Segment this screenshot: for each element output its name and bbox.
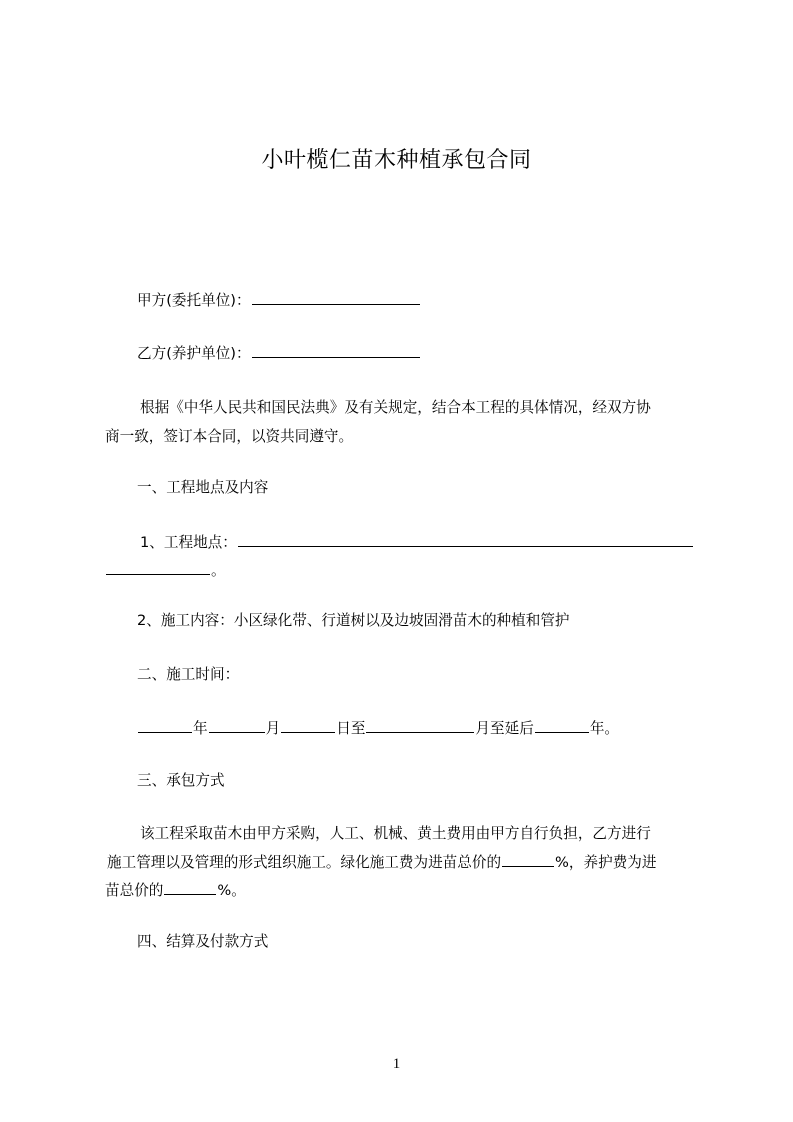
item-1-label: 1、工程地点： xyxy=(140,534,237,551)
construction-fee-blank xyxy=(502,852,554,867)
contract-line-3 xyxy=(105,880,246,901)
year-label: 年 xyxy=(193,720,208,737)
contract-line-2 xyxy=(107,852,656,873)
item-1-cont xyxy=(105,560,226,581)
contract-line-1: 该工程采取苗木由甲方采购，人工、机械、黄土费用由甲方自行负担，乙方进行 xyxy=(140,825,651,842)
party-b-blank xyxy=(252,343,420,358)
month-to-label: 月至延后 xyxy=(475,720,534,737)
year-blank xyxy=(138,718,192,733)
end-year-blank xyxy=(535,718,589,733)
month-label: 月 xyxy=(265,720,281,737)
document-title: 小叶榄仁苗木种植承包合同 xyxy=(261,148,532,173)
item-1-line xyxy=(140,532,694,553)
day-blank xyxy=(281,718,335,733)
location-blank-1 xyxy=(238,532,693,547)
party-a-label: 甲方(委托单位)： xyxy=(137,292,251,309)
contract-line-3-text: 苗总价的 xyxy=(105,882,164,899)
item-1-end: 。 xyxy=(211,562,226,579)
intro-line-1: 根据《中华人民共和国民法典》及有关规定，结合本工程的具体情况，经双方协 xyxy=(140,399,651,416)
year-end-label: 年。 xyxy=(589,720,620,737)
section-1-heading: 一、工程地点及内容 xyxy=(137,479,269,496)
construction-time-line xyxy=(137,718,619,739)
item-2-line: 2、施工内容：小区绿化带、行道树以及边坡固滑苗木的种植和管护 xyxy=(137,612,570,629)
day-to-label: 日至 xyxy=(336,720,366,737)
party-b-line xyxy=(137,343,421,364)
maintenance-fee-blank xyxy=(164,880,216,895)
month-blank xyxy=(209,718,265,733)
contract-line-2-tail: %，养护费为进 xyxy=(555,854,657,871)
contract-line-2-text: 施工管理以及管理的形式组织施工。绿化施工费为进苗总价的 xyxy=(107,854,502,871)
party-a-line xyxy=(137,290,421,311)
contract-line-3-tail: %。 xyxy=(217,882,246,899)
section-4-heading: 四、结算及付款方式 xyxy=(137,933,269,950)
party-a-blank xyxy=(252,290,420,305)
end-month-blank xyxy=(366,718,474,733)
intro-line-2: 商一致，签订本合同，以资共同遵守。 xyxy=(105,428,354,445)
party-b-label: 乙方(养护单位)： xyxy=(137,345,251,362)
section-2-heading: 二、施工时间： xyxy=(137,666,240,683)
page-number: 1 xyxy=(392,1056,401,1072)
location-blank-2 xyxy=(106,560,210,575)
section-3-heading: 三、承包方式 xyxy=(137,772,225,789)
